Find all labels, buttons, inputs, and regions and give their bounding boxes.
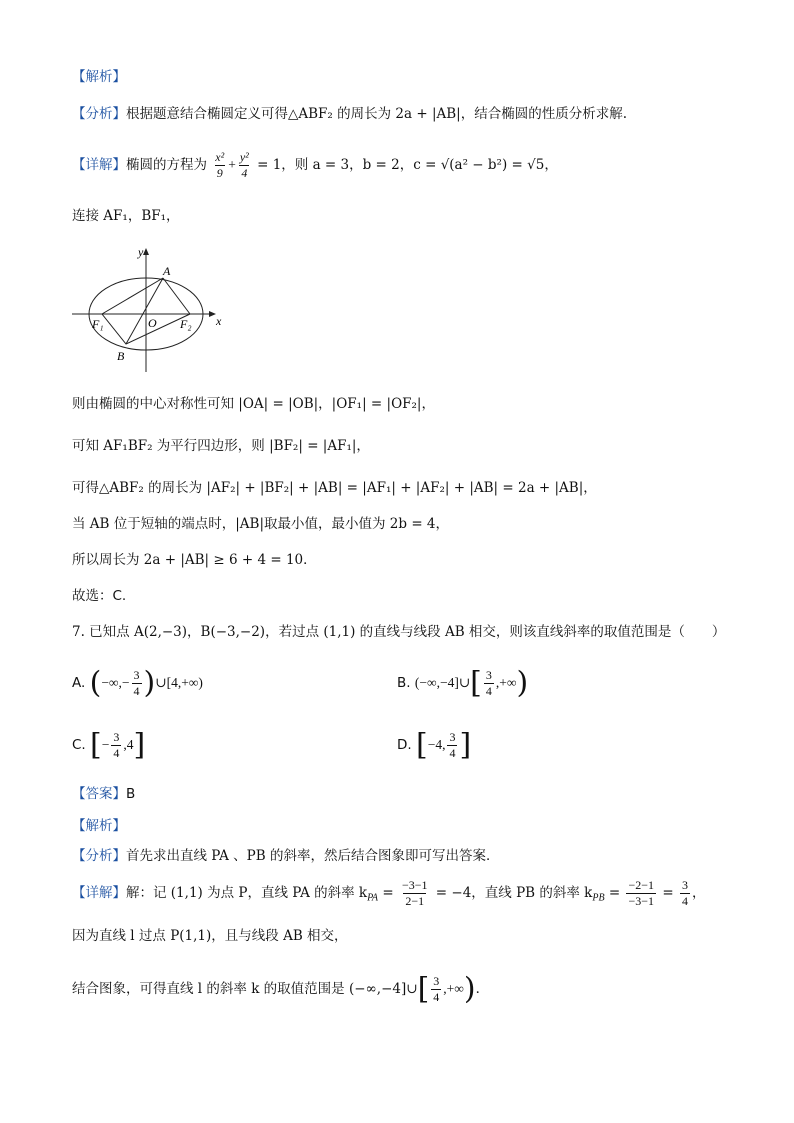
line-through-p: 因为直线 l 过点 P(1,1)，且与线段 AB 相交， bbox=[72, 928, 348, 944]
label-B: B bbox=[117, 349, 125, 363]
connect-text bbox=[72, 206, 180, 226]
detail-paragraph: 【详解】椭圆的方程为 $\frac{\text{x²}}{9}$ + $\frac{\text{y²}}{4}$ = 1，则 a = 3，b = 2，c = √(a² − b²) = √5， bbox=[72, 150, 558, 180]
analysis-paragraph bbox=[72, 104, 627, 124]
minimum-text: 当 AB 位于短轴的端点时，|AB|取最小值，最小值为 2b = 4， bbox=[72, 516, 450, 532]
equation-text: = 1，则 a = 3，b = 2，c = √(a² − b²) = √5， bbox=[257, 157, 558, 173]
option-c: C. [− $\frac{3}{4}$ ,4] bbox=[72, 727, 146, 763]
fraction-y: $\frac{\text{y²}}{4}$ bbox=[239, 150, 249, 180]
option-b: B. (−∞,−4]∪[ $\frac{3}{4}$ ,+∞) bbox=[397, 665, 529, 701]
section-analysis-heading-2: 【解析】 bbox=[72, 818, 126, 834]
label-A: A bbox=[163, 264, 171, 278]
tag-label: 【详解】 bbox=[72, 157, 126, 173]
fraction-3-4: $\frac{3}{4}$ bbox=[113, 730, 120, 760]
ellipse-figure bbox=[66, 240, 236, 375]
fraction-3-4: $\frac{3}{4}$ bbox=[449, 730, 456, 760]
question-7: 7. 已知点 A(2,−3)，B(−3,−2)，若过点 (1,1) 的直线与线段 AB 相交，则该直线斜率的取值范围是（ ） bbox=[72, 624, 726, 640]
label-F2: F₂ bbox=[180, 317, 192, 331]
tag-label: 【分析】 bbox=[72, 106, 126, 122]
detail-text: 椭圆的方程为 bbox=[126, 157, 207, 173]
label-x: x bbox=[216, 314, 222, 328]
fraction-x: $\frac{\text{x²}}{9}$ bbox=[215, 150, 225, 180]
analysis-text: 根据题意结合椭圆定义可得△ABF₂ 的周长为 2a + |AB|，结合椭圆的性质分析求解. bbox=[126, 106, 628, 122]
label-y: y bbox=[138, 245, 144, 259]
perimeter-text: 可得△ABF₂ 的周长为 |AF₂| + |BF₂| + |AB| = |AF₁| + |AF₂| + |AB| = 2a + |AB|， bbox=[72, 480, 597, 496]
fraction-slope-pb: $\frac{-2-1}{-3-1}$ bbox=[628, 878, 655, 908]
fraction-3-4: $\frac{3}{4}$ bbox=[433, 974, 440, 1004]
option-d: D. [−4, $\frac{3}{4}$ ] bbox=[397, 727, 472, 763]
fraction-slope-pa: $\frac{-3-1}{2-1}$ bbox=[401, 878, 428, 908]
detail-paragraph-2: 【详解】解：记 (1,1) 为点 P，直线 PA 的斜率 $k_{PA}$ = $\frac{-3-1}{2-1}$ = −4，直线 PB 的斜率 $k_{PB}$ = $\frac{-2-1}{-3-1}$ = $\frac{3}{4}$ ， bbox=[72, 878, 706, 908]
final-range: 结合图象，可得直线 l 的斜率 k 的取值范围是 (−∞,−4]∪[ $\frac{3}{4}$ ,+∞)． bbox=[72, 971, 490, 1007]
answer-line: 【答案】B bbox=[72, 786, 136, 802]
section-analysis-heading bbox=[72, 67, 126, 87]
fraction-3-4: $\frac{3}{4}$ bbox=[485, 668, 492, 698]
conclusion-text: 所以周长为 2a + |AB| ≥ 6 + 4 = 10． bbox=[72, 552, 317, 568]
option-a: A. (−∞,− $\frac{3}{4}$ )∪[4,+∞) bbox=[72, 665, 203, 701]
parallelogram-text: 可知 AF₁BF₂ 为平行四边形，则 |BF₂| = |AF₁|， bbox=[72, 438, 370, 454]
choice-text: 故选：C. bbox=[72, 588, 127, 604]
fraction-3-4: $\frac{3}{4}$ bbox=[133, 668, 140, 698]
tag-label: 【解析】 bbox=[72, 69, 126, 85]
symmetry-text: 则由椭圆的中心对称性可知 |OA| = |OB|，|OF₁| = |OF₂|， bbox=[72, 396, 435, 412]
label-F1: F₁ bbox=[92, 317, 104, 331]
connect-sentence: 连接 AF₁，BF₁， bbox=[72, 208, 180, 224]
analysis-paragraph-2: 【分析】首先求出直线 PA 、PB 的斜率，然后结合图象即可写出答案． bbox=[72, 848, 500, 864]
label-O: O bbox=[148, 316, 157, 330]
fraction-3-4: $\frac{3}{4}$ bbox=[681, 878, 688, 908]
